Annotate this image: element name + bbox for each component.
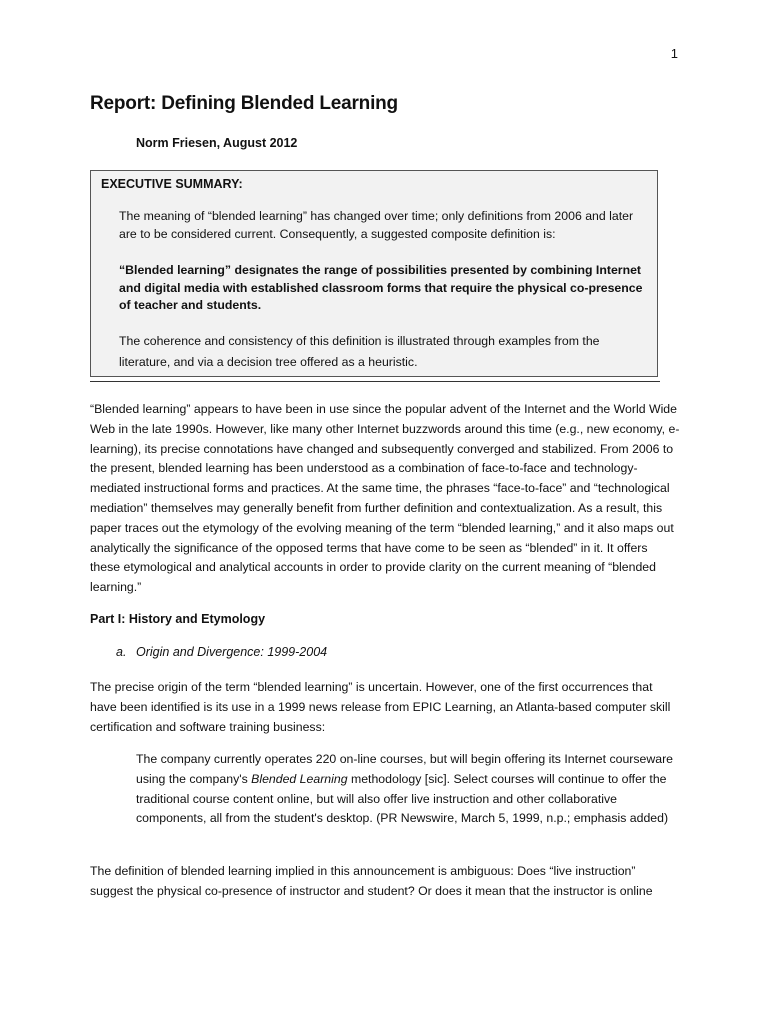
final-paragraph: The definition of blended learning implied in this announcement is ambiguous: Does “live instruction” suggest the physical co-presence of instructor and student? Or does it mean that the instructor is online <box>90 864 653 898</box>
subsection-marker: a. <box>116 645 127 659</box>
summary-paragraph-3: The coherence and consistency of this definition is illustrated through examples from the literature, and via a decision tree offered as a heuristic. <box>119 334 600 369</box>
page-number: 1 <box>670 46 678 61</box>
author-line: Norm Friesen, August 2012 <box>136 136 298 150</box>
quote-text-after: methodology [sic]. Select courses will continue to offer the traditional course content online, but will also offer live instruction and other collaborative components, all from the student's desktop. (PR Newswire, March 5, 1999, n.p.; emphasis added) <box>136 771 669 826</box>
block-quote <box>136 750 676 829</box>
summary-paragraph-1: The meaning of “blended learning” has changed over time; only definitions from 2006 and later are to be considered current. Consequently, a suggested composite definition is: <box>119 209 634 241</box>
summary-divider <box>90 381 660 382</box>
executive-summary-box <box>90 170 658 377</box>
executive-summary-heading: EXECUTIVE SUMMARY: <box>101 177 243 191</box>
part-heading: Part I: History and Etymology <box>90 612 266 626</box>
quote-text-before: The company currently operates 220 on-line courses, but will begin offering its Internet courseware using the company's <box>136 752 674 786</box>
subsection-heading <box>116 645 327 659</box>
summary-definition: “Blended learning” designates the range of possibilities presented by combining Internet and digital media with established classroom forms that require the physical co-presence of teacher and students. <box>119 263 643 312</box>
subsection-title: Origin and Divergence: 1999-2004 <box>136 645 328 659</box>
origin-paragraph: The precise origin of the term “blended learning” is uncertain. However, one of the first occurrences that have been identified is its use in a 1999 news release from EPIC Learning, an Atlanta-based computer skill certification and software training business: <box>90 680 671 734</box>
report-title: Report: Defining Blended Learning <box>90 93 398 114</box>
intro-paragraph: “Blended learning” appears to have been in use since the popular advent of the Internet and the World Wide Web in the late 1990s. However, like many other Internet buzzwords around this time (e.g., new economy, e-learning), its precise connotations have changed and subsequently converged and stabilized. From 2006 to the present, blended learning has been understood as a combination of face-to-face and technology-mediated instructional forms and practices. At the same time, the phrases “face-to-face” and “technological mediation” themselves may generally benefit from further definition and contextualization. As a result, this paper traces out the etymology of the evolving meaning of the term “blended learning,” and it also maps out analytically the significance of the opposed terms that have come to be seen as “blended” in it. It offers these etymological and analytical accounts in order to provide clarity on the current meaning of “blended learning.” <box>90 402 680 595</box>
quote-emphasis: Blended Learning <box>251 771 348 786</box>
